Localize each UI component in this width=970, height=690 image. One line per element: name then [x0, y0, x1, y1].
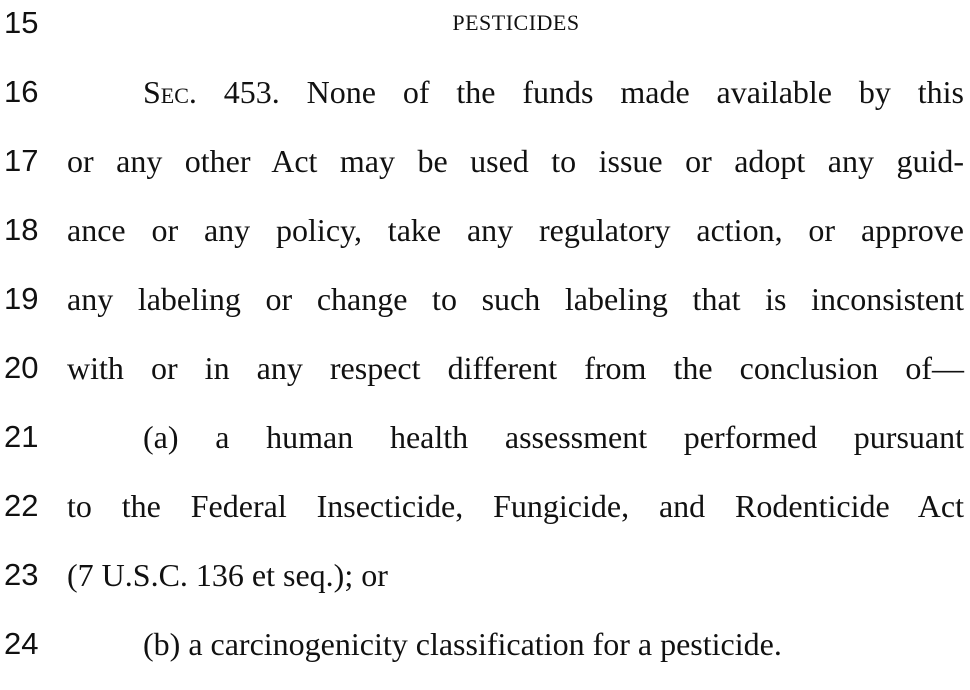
line-15 — [0, 0, 970, 69]
line-number: 16 — [4, 74, 39, 109]
line-18 — [0, 207, 970, 276]
line-text: (7 U.S.C. 136 et seq.); or — [67, 557, 388, 593]
line-number: 20 — [4, 350, 39, 385]
line-text: or any other Act may be used to issue or adopt any guid- — [67, 143, 964, 179]
line-number: 17 — [4, 143, 39, 178]
line-number: 24 — [4, 626, 39, 661]
section-text: 453. None of the funds made available by this — [196, 74, 964, 110]
section-label: Sec. — [143, 74, 197, 110]
line-24 — [0, 621, 970, 690]
line-16 — [0, 69, 970, 138]
line-number: 21 — [4, 419, 39, 454]
line-number: 22 — [4, 488, 39, 523]
line-text: with or in any respect different from the conclusion of— — [67, 350, 964, 386]
paragraph-a-text: (a) a human health assessment performed pursuant — [143, 419, 964, 455]
line-text: any labeling or change to such labeling that is inconsistent — [67, 281, 964, 317]
section-opening-text — [67, 69, 964, 115]
line-text: ance or any policy, take any regulatory action, or approve — [67, 212, 964, 248]
line-22 — [0, 483, 970, 552]
line-21 — [0, 414, 970, 483]
paragraph-b-text: (b) a carcinogenicity classification for a pesticide. — [143, 626, 782, 662]
section-heading: PESTICIDES — [452, 10, 580, 35]
line-20 — [0, 345, 970, 414]
line-number: 19 — [4, 281, 39, 316]
line-number: 18 — [4, 212, 39, 247]
line-19 — [0, 276, 970, 345]
line-text: to the Federal Insecticide, Fungicide, and Rodenticide Act — [67, 488, 964, 524]
line-number: 15 — [4, 5, 39, 40]
line-17 — [0, 138, 970, 207]
line-number: 23 — [4, 557, 39, 592]
line-23 — [0, 552, 970, 621]
